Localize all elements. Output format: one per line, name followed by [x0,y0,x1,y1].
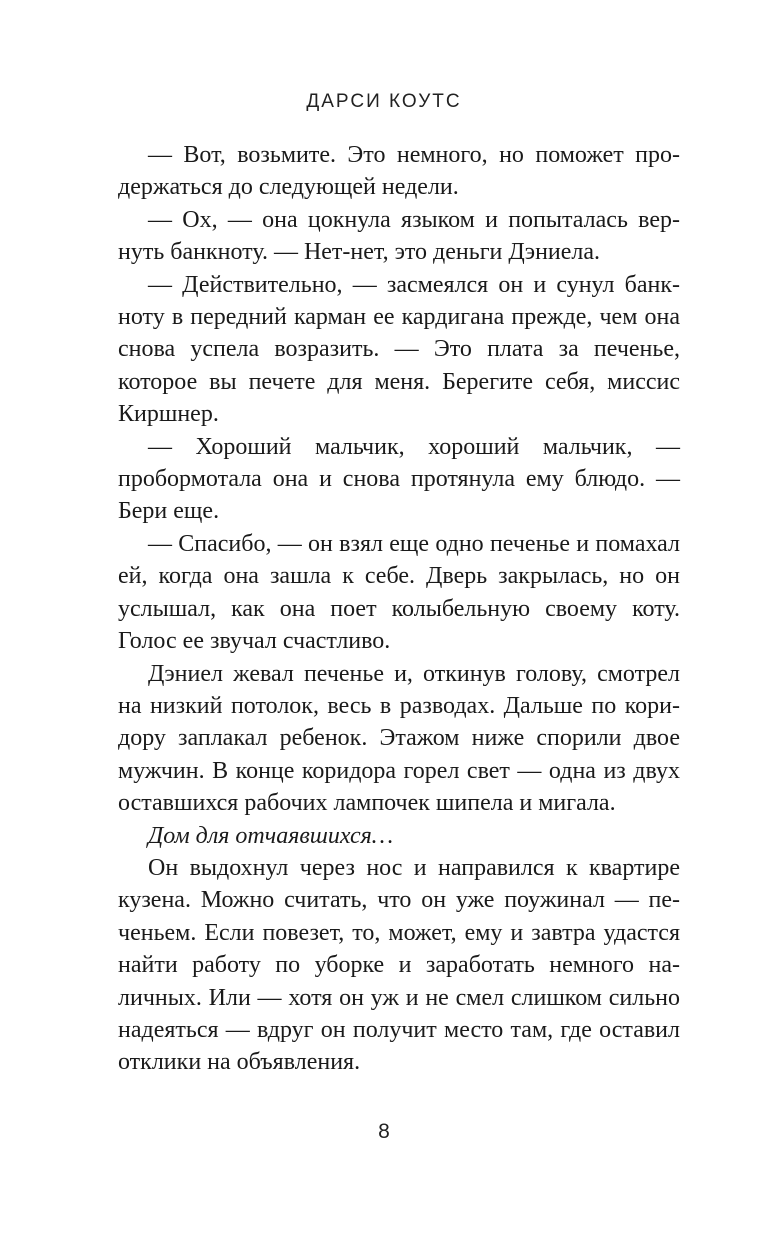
body-text [118,139,680,1079]
paragraph-1: — Вот, возьмите. Это немного, но поможет продержаться до следующей недели. [118,142,680,201]
paragraph-4: — Хороший мальчик, хороший мальчик, — пробормотала она и снова протянула ему блюдо. — Бери еще. [118,433,680,525]
paragraph-6: Дэниел жевал печенье и, откинув голову, смотрел на низкий потолок, весь в разводах. Дальше по коридору заплакал ребенок. Этажом ниже спорили двое мужчин. В конце коридора горел свет — одна из двух оставшихся рабочих лампочек шипела и мигала. [118,660,680,817]
running-head-author: ДАРСИ КОУТС [306,91,462,112]
paragraph-2: — Ох, — она цокнула языком и попыталась вернуть банкноту. — Нет-нет, это деньги Дэниела. [118,206,680,266]
paragraph-3: — Действительно, — засмеялся он и сунул банкноту в передний карман ее кардигана прежде, чем она снова успела возразить. — Это плата за печенье, которое вы печете для меня. Берегите себя, миссис Киршнер. [118,271,680,428]
page-number: 8 [378,1120,390,1143]
paragraph-7-italic-thought: Дом для отчаявшихся… [148,822,394,849]
paragraph-5: — Спасибо, — он взял еще одно печенье и помахал ей, когда она зашла к себе. Дверь закрылась, но он услышал, как она поет колыбельную своему коту. Голос ее звучал счастливо. [118,530,680,655]
paragraph-8: Он выдохнул через нос и направился к квартире кузена. Можно считать, что он уже поужинал — печеньем. Если повезет, то, может, ему и завтра удастся найти работу по уборке и заработать немного наличных. Или — хотя он уж и не смел слишком сильно надеяться — вдруг он получит место там, где оставил отклики на объявления. [118,854,680,1076]
